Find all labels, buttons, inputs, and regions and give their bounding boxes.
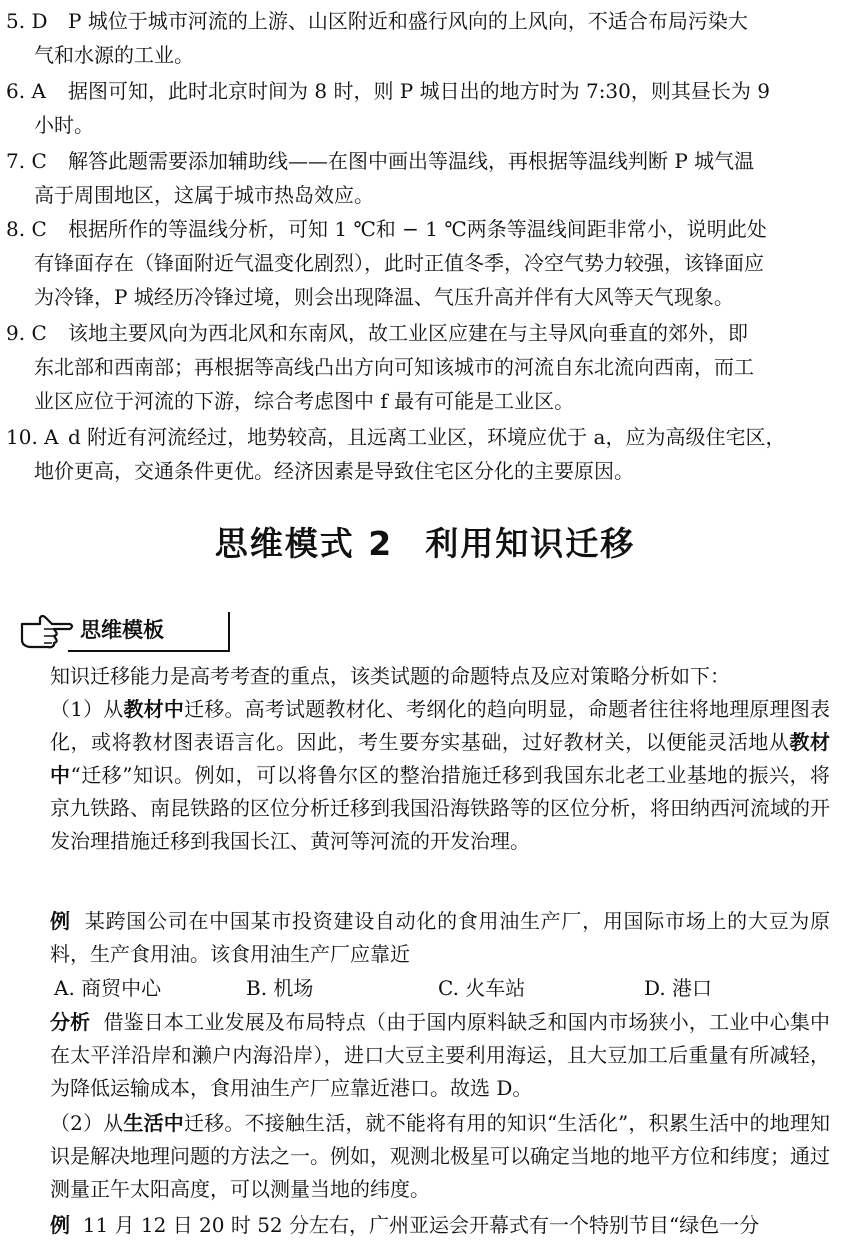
pointing-hand-icon — [18, 610, 74, 652]
intro-paragraph: 知识迁移能力是高考考查的重点，该类试题的命题特点及应对策略分析如下： — [50, 664, 730, 688]
answer-item-6: 6. A 据图可知，此时北京时间为 8 时，则 P 城日出的地方时为 7:30，则其昼长为 9 小时。 — [6, 79, 770, 137]
answer-item-8: 8. C 根据所作的等温线分析，可知 1 ℃和 − 1 ℃两条等温线间距非常小，说明此处 有锋面存在（锋面附近气温变化剧烈），此时正值冬季，冷空气势力较强，该锋面应 为冷锋，P 城经历冷锋过境，则会出现降温、气压升高并伴有大风等天气现象。 — [6, 217, 767, 309]
section-title: 思维模式 2 利用知识迁移 — [214, 524, 636, 563]
option-a: A. 商贸中心 — [54, 976, 162, 1000]
answer-item-10: 10. A d 附近有河流经过，地势较高，且远离工业区，环境应优于 a，应为高级住宅区， 地价更高，交通条件更优。经济因素是导致住宅区分化的主要原因。 — [6, 425, 786, 483]
answer-item-7: 7. C 解答此题需要添加辅助线——在图中画出等温线，再根据等温线判断 P 城气温 高于周围地区，这属于城市热岛效应。 — [6, 149, 755, 207]
example-2: 例 11 月 12 日 20 时 52 分左右，广州亚运会开幕式有一个特别节目“绿色一分 — [50, 1213, 760, 1237]
answer-item-9: 9. C 该地主要风向为西北风和东南风，故工业区应建在与主导风向垂直的郊外，即 东北部和西南部；再根据等高线凸出方向可知该城市的河流自东北流向西南，而工 业区应位于河流的下游，综合考虑图中 f 最有可能是工业区。 — [6, 321, 754, 413]
answer-item-5: 5. D P 城位于城市河流的上游、山区附近和盛行风向的上风向，不适合布局污染大 气和水源的工业。 — [6, 9, 748, 67]
point-1-paragraph: （1）从教材中迁移。高考试题教材化、考纲化的趋向明显，命题者往往将地理原理图表化，或将教材图表语言化。因此，考生要夯实基础，过好教材关，以便能灵活地从教材中“迁移”知识。例如，可以将鲁尔区的整治措施迁移到我国东北老工业基地的振兴，将京九铁路、南昆铁路的区位分析迁移到我国沿海铁路等的区位分析，将田纳西河流域的开发治理措施迁移到我国长江、黄河等河流的开发治理。 — [50, 697, 831, 853]
option-c: C. 火车站 — [438, 976, 526, 1000]
template-header — [18, 608, 228, 654]
template-label: 思维模板 — [80, 618, 164, 642]
example-1: 例 某跨国公司在中国某市投资建设自动化的食用油生产厂，用国际市场上的大豆为原料，生产食用油。该食用油生产厂应靠近 — [50, 909, 831, 966]
point-2-paragraph: （2）从生活中迁移。不接触生活，就不能将有用的知识“生活化”，积累生活中的地理知识是解决地理问题的方法之一。例如，观测北极星可以确定当地的地平方位和纬度；通过测量正午太阳高度，可以测量当地的纬度。 — [50, 1111, 831, 1201]
option-b: B. 机场 — [246, 976, 314, 1000]
analysis-paragraph: 分析 借鉴日本工业发展及布局特点（由于国内原料缺乏和国内市场狭小，工业中心集中在太平洋沿岸和濑户内海沿岸），进口大豆主要利用海运，且大豆加工后重量有所减轻，为降低运输成本，食用油生产厂应靠近港口。故选 D。 — [50, 1010, 831, 1100]
option-d: D. 港口 — [644, 976, 713, 1000]
